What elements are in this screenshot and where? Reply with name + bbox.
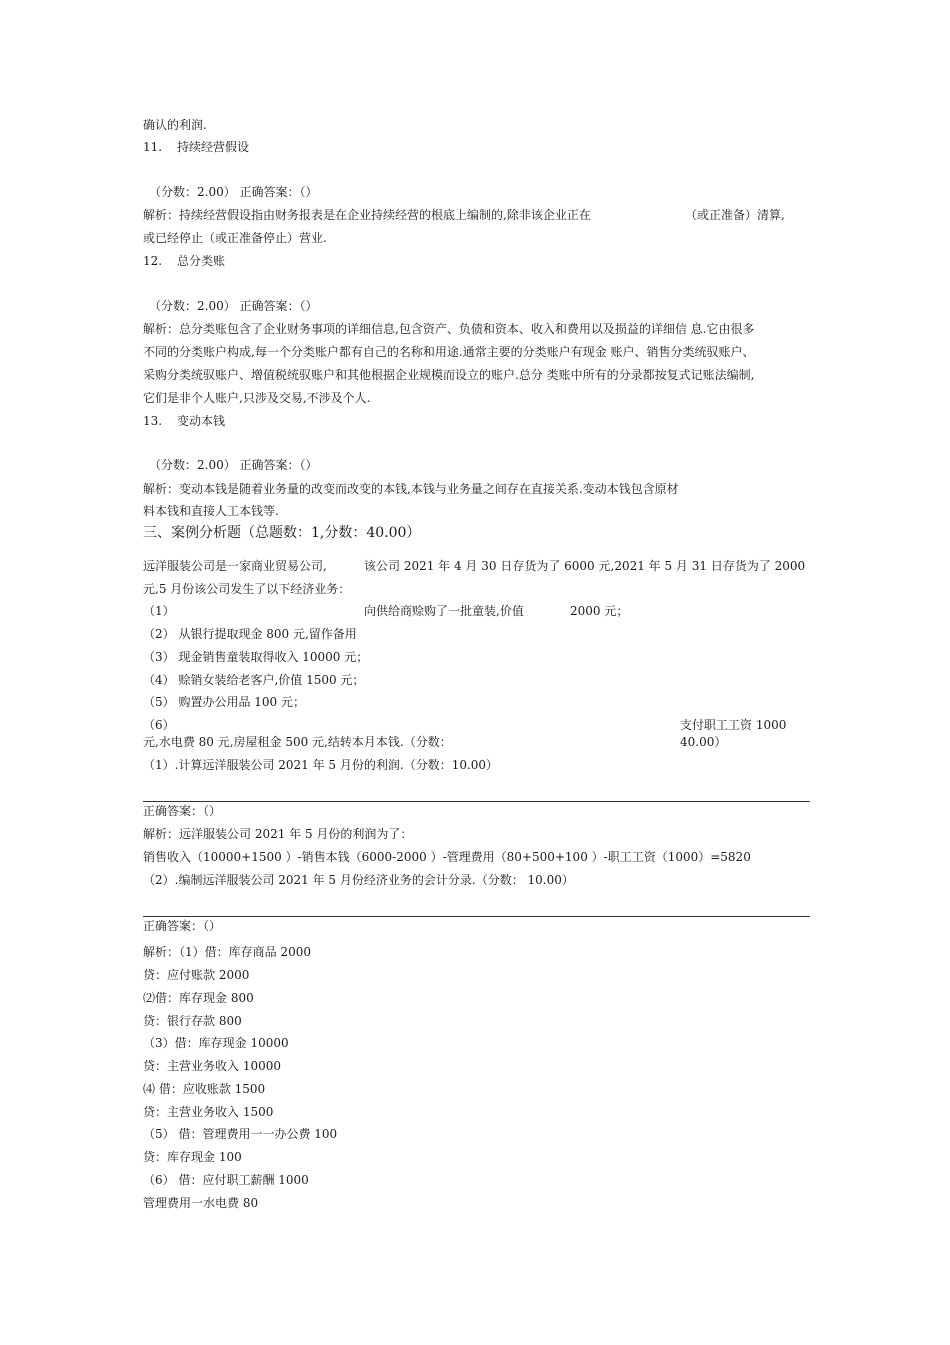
journal-entry: （5） 借：管理费用一一办公费 100: [143, 1127, 338, 1141]
subquestion-2: （2）.编制远洋服装公司 2021 年 5 月份经济业务的会计分录.（分数： 10.00）: [143, 873, 574, 887]
case-item2: （2） 从银行提取现金 800 元,留作备用: [143, 627, 357, 641]
q13-analysis-1: 解析：变动本钱是随着业务量的改变而改变的本钱,本钱与业务量之间存在直接关系.变动本钱包含原材: [143, 482, 679, 496]
case-intro-2: 元,5 月份该公司发生了以下经济业务：: [143, 582, 351, 596]
q12-analysis-3: 采购分类统驭账户、增值税统驭账户和其他根据企业规模而设立的账户.总分 类账中所有的分录都按复式记账法编制,: [143, 368, 755, 382]
case-item1-value: 2000 元；: [570, 604, 629, 618]
q11-analysis-2: 或已经停止（或正准备停止）营业.: [143, 231, 327, 245]
section-title: 三、案例分析题（总题数：1,分数：40.00）: [143, 525, 421, 541]
case-intro-1a: 远洋服装公司是一家商业贸易公司,: [143, 559, 327, 573]
q13-score-line: （分数：2.00） 正确答案：（）: [149, 458, 318, 472]
q12-number: 12.: [143, 254, 163, 268]
case-item1-text: 向供给商赊购了一批童装,价值: [364, 604, 524, 618]
sub1-analysis: 解析：远洋服装公司 2021 年 5 月份的利润为了：: [143, 827, 413, 841]
q13-analysis-2: 料本钱和直接人工本钱等.: [143, 504, 279, 518]
q12-analysis-1: 解析：总分类账包含了企业财务事项的详细信息,包含资产、负债和资本、收入和费用以及损益的详细信 息.它由很多: [143, 322, 755, 336]
journal-entry: ⑵借：库存现金 800: [143, 991, 254, 1005]
case-item6-score: 40.00）: [680, 735, 727, 749]
q13-term: 变动本钱: [177, 414, 226, 428]
case-intro-1b: 该公司 2021 年 4 月 30 日存货为了 6000 元,2021 年 5 月 31 日存货为了 2000: [364, 559, 806, 573]
answer-divider-1: [143, 801, 810, 802]
journal-entry: ⑷ 借：应收账款 1500: [143, 1082, 266, 1096]
q11-analysis-1b: （或正准备）清算,: [685, 208, 785, 222]
case-item1-number: （1）: [143, 604, 175, 618]
q10-tail: 确认的利润.: [143, 118, 207, 132]
journal-entry: （3）借：库存现金 10000: [143, 1036, 289, 1050]
case-item6-cont: 元,水电费 80 元,房屋租金 500 元,结转本月本钱.（分数：: [143, 735, 452, 749]
q12-score-line: （分数：2.00） 正确答案：（）: [149, 299, 318, 313]
journal-entry: 解析：（1）借：库存商品 2000: [143, 945, 311, 959]
q12-analysis-4: 它们是非个人账户,只涉及交易,不涉及个人.: [143, 391, 371, 405]
q12-analysis-2: 不同的分类账户构成,每一个分类账户都有自己的名称和用途.通常主要的分类账户有现金 账户、销售分类统驭账户、: [143, 345, 755, 359]
sub2-answer: 正确答案：（）: [143, 919, 222, 933]
subquestion-1: （1）.计算远洋服装公司 2021 年 5 月份的利润.（分数：10.00）: [143, 758, 499, 772]
q11-number: 11.: [143, 140, 163, 154]
case-item5: （5） 购置办公用品 100 元；: [143, 695, 305, 709]
q12-term: 总分类账: [177, 254, 226, 268]
sub1-answer: 正确答案：（）: [143, 804, 222, 818]
case-item4: （4） 赊销女装给老客户,价值 1500 元；: [143, 673, 365, 687]
q11-analysis-1a: 解析：持续经营假设指由财务报表是在企业持续经营的根底上编制的,除非该企业正在: [143, 208, 591, 222]
q11-term: 持续经营假设: [177, 140, 250, 154]
journal-entry: 贷：主营业务收入 1500: [143, 1105, 274, 1119]
journal-entry: 管理费用一水电费 80: [143, 1196, 259, 1210]
case-item3: （3） 现金销售童装取得收入 10000 元；: [143, 650, 369, 664]
sub1-formula: 销售收入（10000+1500 ）-销售本钱（6000-2000 ）-管理费用（80+500+100 ）-职工工资（1000）=5820: [143, 850, 751, 864]
case-item6-number: （6）: [143, 718, 175, 732]
q11-score-line: （分数：2.00） 正确答案：（）: [149, 185, 318, 199]
journal-entry: 贷：银行存款 800: [143, 1014, 242, 1028]
q13-number: 13.: [143, 414, 163, 428]
case-item6-right: 支付职工工资 1000: [680, 718, 787, 732]
journal-entry: 贷：主营业务收入 10000: [143, 1059, 281, 1073]
journal-entry: 贷：库存现金 100: [143, 1150, 242, 1164]
journal-entry: 贷：应付账款 2000: [143, 968, 250, 982]
answer-divider-2: [143, 916, 810, 917]
journal-entry: （6） 借：应付职工薪酬 1000: [143, 1173, 309, 1187]
